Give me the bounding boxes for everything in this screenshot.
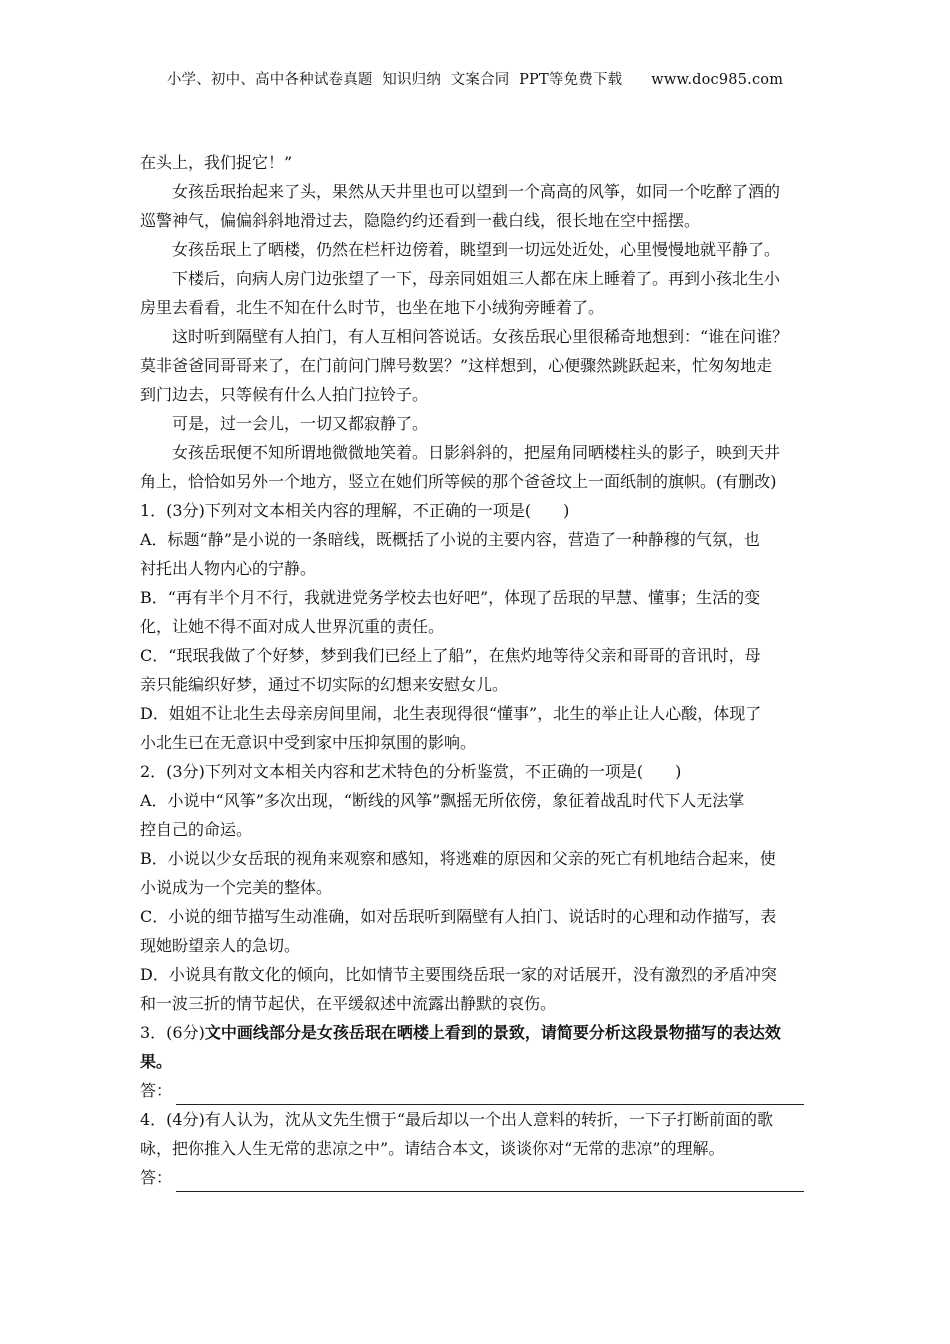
story-line: 莫非爸爸同哥哥来了，在门前问门牌号数罢？”这样想到，心便骤然跳跃起来，忙匆匆地走 <box>140 356 773 375</box>
question-2-option: B．小说以少女岳珉的视角来观察和感知，将逃难的原因和父亲的死亡有机地结合起来，使 <box>140 849 776 868</box>
question-4-stem-cont: 咏，把你推入人生无常的悲凉之中”。请结合本文，谈谈你对“无常的悲凉”的理解。 <box>140 1139 725 1158</box>
question-1-option: 小北生已在无意识中受到家中压抑氛围的影响。 <box>140 733 477 752</box>
question-4-stem: 4．(4分)有人认为，沈从文先生惯于“最后却以一个出人意料的转折，一下子打断前面的歌 <box>140 1110 774 1129</box>
story-line: 女孩岳珉上了晒楼，仍然在栏杆边傍着，眺望到一切远处近处，心里慢慢地就平静了。 <box>172 240 781 259</box>
page-header: 小学、初中、高中各种试卷真题 知识归纳 文案合同 PPT等免费下载 www.doc985.com <box>166 72 784 88</box>
question-3-prompt-cont: 果。 <box>140 1052 173 1071</box>
question-2-option: A．小说中“风筝”多次出现，“断线的风筝”飘摇无所依傍，象征着战乱时代下人无法掌 <box>140 791 745 810</box>
story-line: 角上，恰恰如另外一个地方，竖立在她们所等候的那个爸爸坟上一面纸制的旗帜。(有删改) <box>140 472 777 491</box>
question-1-option: A．标题“静”是小说的一条暗线，既概括了小说的主要内容，营造了一种静穆的气氛，也 <box>140 530 760 549</box>
question-3-prompt: 文中画线部分是女孩岳珉在晒楼上看到的景致，请简要分析这段景物描写的表达效 <box>204 1023 781 1042</box>
question-2-stem: 2．(3分)下列对文本相关内容和艺术特色的分析鉴赏，不正确的一项是( ) <box>140 762 682 781</box>
story-line: 巡警神气，偏偏斜斜地滑过去，隐隐约约还看到一截白线，很长地在空中摇摆。 <box>140 211 701 230</box>
question-2-option: 控自己的命运。 <box>140 820 253 839</box>
question-1-option: C．“珉珉我做了个好梦，梦到我们已经上了船”，在焦灼地等待父亲和哥哥的音讯时，母 <box>140 646 761 665</box>
question-3-stem <box>140 1018 812 1047</box>
story-line: 女孩岳珉抬起来了头，果然从天井里也可以望到一个高高的风筝，如同一个吃醉了酒的 <box>172 182 781 201</box>
question-1-stem: 1．(3分)下列对文本相关内容的理解，不正确的一项是( ) <box>140 501 570 520</box>
story-line: 房里去看看，北生不知在什么时节，也坐在地下小绒狗旁睡着了。 <box>140 298 605 317</box>
answer-label: 答： <box>140 1168 173 1187</box>
document-body <box>140 148 812 1192</box>
question-1-option: D．姐姐不让北生去母亲房间里闹，北生表现得很“懂事”，北生的举止让人心酸，体现了 <box>140 704 762 723</box>
story-line: 下楼后，向病人房门边张望了一下，母亲同姐姐三人都在床上睡着了。再到小孩北生小 <box>172 269 781 288</box>
answer-blank-line[interactable] <box>176 1084 804 1105</box>
question-3-number: 3．(6分) <box>140 1023 205 1042</box>
story-line: 女孩岳珉便不知所谓地微微地笑着。日影斜斜的，把屋角同晒楼柱头的影子，映到天井 <box>172 443 781 462</box>
story-line: 这时听到隔壁有人拍门，有人互相问答说话。女孩岳珉心里很稀奇地想到：“谁在问谁？ <box>172 327 789 346</box>
story-line: 到门边去，只等候有什么人拍门拉铃子。 <box>140 385 429 404</box>
question-4-answer <box>140 1163 812 1192</box>
story-line: 在头上，我们捉它！” <box>140 153 293 172</box>
question-1-option: B．“再有半个月不行，我就进党务学校去也好吧”，体现了岳珉的早慧、懂事；生活的变 <box>140 588 761 607</box>
question-1-option: 亲只能编织好梦，通过不切实际的幻想来安慰女儿。 <box>140 675 509 694</box>
question-2-option: D．小说具有散文化的倾向，比如情节主要围绕岳珉一家的对话展开，没有激烈的矛盾冲突 <box>140 965 777 984</box>
answer-blank-line[interactable] <box>176 1171 804 1192</box>
story-line: 可是，过一会儿，一切又都寂静了。 <box>172 414 429 433</box>
answer-label: 答： <box>140 1081 173 1100</box>
question-2-option: 现她盼望亲人的急切。 <box>140 936 301 955</box>
question-2-option: 小说成为一个完美的整体。 <box>140 878 333 897</box>
question-2-option: 和一波三折的情节起伏，在平缓叙述中流露出静默的哀伤。 <box>140 994 557 1013</box>
question-3-answer <box>140 1076 812 1105</box>
question-1-option: 化，让她不得不面对成人世界沉重的责任。 <box>140 617 445 636</box>
question-2-option: C．小说的细节描写生动准确，如对岳珉听到隔壁有人拍门、说话时的心理和动作描写，表 <box>140 907 777 926</box>
question-1-option: 衬托出人物内心的宁静。 <box>140 559 317 578</box>
